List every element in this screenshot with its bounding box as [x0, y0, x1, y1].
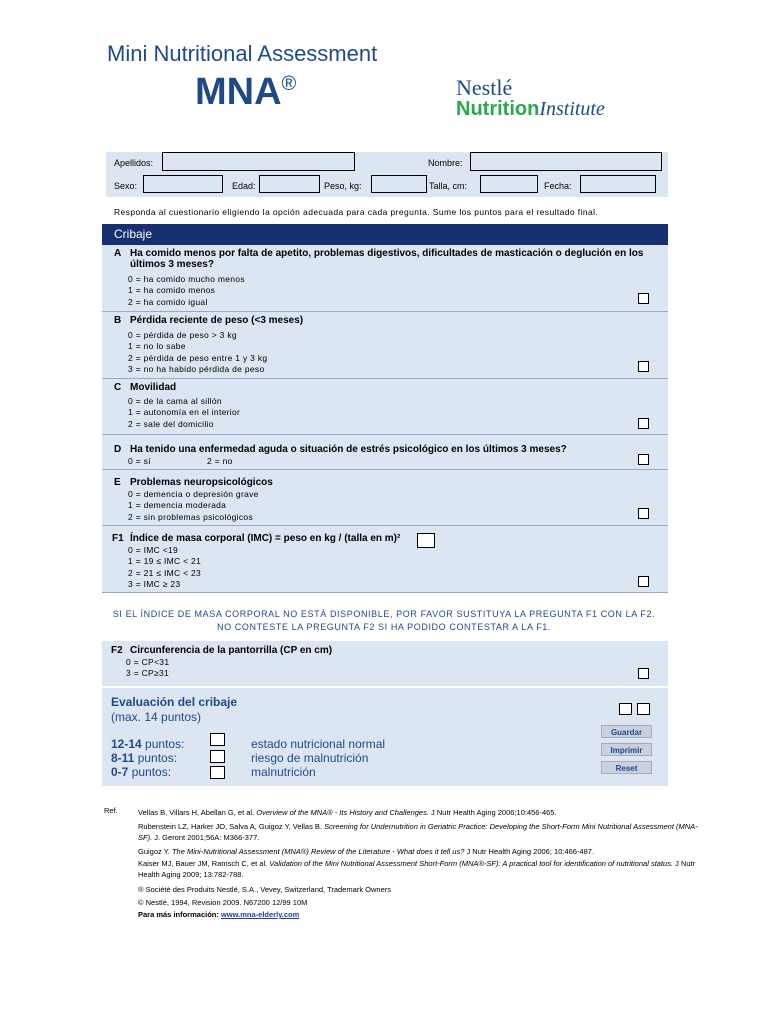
question-options: [128, 274, 245, 308]
evaluation-title: Evaluación del cribaje: [111, 695, 238, 709]
range-label-malnutrition: malnutrición: [251, 765, 316, 779]
question-options: [128, 489, 259, 523]
sexo-label: Sexo:: [114, 181, 138, 191]
question-f1: [102, 526, 668, 593]
trademark-line: ® Société des Produits Nestlé, S.A., Vevey, Switzerland, Trademark Owners: [138, 885, 391, 894]
option: 2 = 21 ≤ IMC < 23: [128, 567, 202, 578]
question-options: [128, 396, 240, 430]
more-info-label: Para más información:: [138, 910, 219, 919]
option: 3 = no ha habido pérdida de peso: [128, 363, 265, 374]
score-box-c[interactable]: [638, 418, 649, 429]
fecha-field[interactable]: [580, 175, 656, 193]
f1-f2-note: [0, 608, 768, 634]
nestle-logo: [456, 75, 676, 122]
reset-button[interactable]: Reset: [601, 761, 652, 774]
instructions: Responda al cuestionario eligiendo la opción adecuada para cada pregunta. Sume los puntos para el resultado final.: [114, 207, 599, 217]
more-info: [138, 910, 698, 921]
talla-label: Talla, cm:: [429, 181, 468, 191]
score-box-f1[interactable]: [638, 576, 649, 587]
option: 0 = CP<31: [126, 657, 170, 667]
option: 2 = sin problemas psicológicos: [128, 511, 253, 522]
patient-info-panel: [106, 152, 668, 197]
question-options: [126, 657, 169, 680]
question-text: Índice de masa corporal (IMC) = peso en kg / (talla en m)²: [130, 533, 401, 544]
option: 0 = pérdida de peso > 3 kg: [128, 330, 237, 340]
imc-value-box[interactable]: [417, 533, 435, 548]
ref-authors: Guigoz Y.: [138, 847, 170, 856]
logo-nutrition: Nutrition: [456, 98, 540, 120]
question-d: [102, 435, 668, 470]
range-box-malnutrition[interactable]: [210, 766, 225, 779]
ref-3: [138, 847, 698, 858]
option: 1 = autonomía en el interior: [128, 407, 241, 418]
total-score-box-2[interactable]: [637, 703, 650, 715]
logo-nestle: Nestlé: [456, 75, 513, 100]
section-header-cribaje: Cribaje: [102, 224, 668, 245]
ref-authors: Kaiser MJ, Bauer JM, Ramsch C, et al.: [138, 859, 268, 868]
option: 3 = IMC ≥ 23: [128, 578, 181, 589]
question-b: [102, 312, 668, 379]
note-line: NO CONTESTE LA PREGUNTA F2 SI HA PODIDO CONTESTAR A LA F1.: [216, 622, 552, 632]
range-box-risk[interactable]: [210, 750, 225, 763]
option: 1 = 19 ≤ IMC < 21: [128, 556, 202, 567]
range-label-normal: estado nutricional normal: [251, 737, 386, 751]
references-label: Ref.: [104, 806, 118, 815]
option: 0 = IMC <19: [128, 545, 179, 555]
question-f2: [102, 641, 668, 686]
form-title: [195, 71, 296, 114]
edad-label: Edad:: [232, 181, 256, 191]
ref-title: The Mini-Nutritional Assessment (MNA®) Review of the Literature - What does it tell us?: [171, 847, 465, 856]
question-text: Movilidad: [130, 382, 177, 393]
total-score-box-1[interactable]: [619, 703, 632, 715]
ref-journal: J Nutr Health Aging 2006;10:456-465.: [431, 808, 557, 817]
option: 1 = demencia moderada: [128, 500, 227, 511]
evaluation-max: (max. 14 puntos): [111, 710, 202, 724]
copyright-line: © Nestlé, 1994, Revision 2009. N67200 12/99 10M: [138, 898, 308, 907]
question-text: Ha comido menos por falta de apetito, problemas digestivos, dificultades de masticación o deglución en los últimos 3 meses?: [130, 248, 644, 270]
range-unit: puntos:: [137, 751, 178, 765]
question-text: Pérdida reciente de peso (<3 meses): [130, 315, 304, 326]
option: 0 = sí: [128, 456, 151, 466]
sexo-field[interactable]: [143, 175, 223, 193]
talla-field[interactable]: [480, 175, 538, 193]
apellidos-field[interactable]: [162, 152, 355, 171]
option: 2 = sale del domicilio: [128, 418, 214, 429]
option: 0 = de la cama al sillón: [128, 396, 222, 406]
question-text: Circunferencia de la pantorrilla (CP en cm): [130, 645, 333, 656]
question-letter: B: [114, 315, 122, 326]
question-letter: A: [114, 248, 122, 259]
title-mark: ®: [281, 73, 297, 95]
ref-4: [138, 859, 698, 880]
range-box-normal[interactable]: [210, 733, 225, 746]
mna-website-link[interactable]: www.mna-elderly.com: [220, 910, 300, 919]
range-value: 0-7: [111, 765, 129, 779]
option: 1 = no lo sabe: [128, 341, 186, 352]
ref-2: [138, 822, 698, 843]
range-malnutrition: [111, 765, 171, 779]
range-risk: [111, 751, 177, 765]
score-box-a[interactable]: [638, 293, 649, 304]
print-button[interactable]: Imprimir: [601, 743, 652, 756]
ref-journal: J. Geront 2001;56A: M366-377.: [154, 832, 260, 842]
ref-authors: Vellas B, Villars H, Abellan G, et al.: [138, 808, 255, 817]
nombre-label: Nombre:: [428, 158, 463, 168]
score-box-d[interactable]: [638, 454, 649, 465]
question-options: [128, 330, 267, 375]
range-value: 8-11: [111, 751, 135, 765]
option: 2 = pérdida de peso entre 1 y 3 kg: [128, 352, 268, 363]
question-text: Ha tenido una enfermedad aguda o situación de estrés psicológico en los últimos 3 meses?: [130, 444, 567, 455]
question-letter: E: [114, 477, 121, 488]
question-letter: F2: [111, 645, 123, 656]
option: 2 = no: [207, 456, 233, 466]
peso-label: Peso, kg:: [324, 181, 362, 191]
question-options: [128, 456, 233, 467]
edad-field[interactable]: [259, 175, 320, 193]
apellidos-label: Apellidos:: [114, 158, 154, 168]
question-letter: F1: [112, 533, 124, 544]
question-letter: C: [114, 382, 122, 393]
ref-title: Screening for Undernutrition in Geriatric Practice: Developing the Short-Form Mini Nutritional Assessment (MNA-SF).: [138, 822, 698, 842]
ref-authors: Rubenstein LZ, Harker JO, Salva A, Guigoz Y, Vellas B.: [138, 822, 322, 831]
ref-title: Validation of the Mini Nutritional Assessment Short-Form (MNA®-SF): A practical tool for identification of nutritional status.: [269, 859, 674, 868]
ref-journal: J Nutr Health Aging 2009; 13:782-788.: [138, 859, 696, 879]
evaluation-panel: [102, 688, 668, 786]
question-text: Problemas neuropsicológicos: [130, 477, 273, 488]
save-button[interactable]: Guardar: [601, 725, 652, 738]
range-unit: puntos:: [131, 765, 172, 779]
range-label-risk: riesgo de malnutrición: [251, 751, 369, 765]
form-subtitle: Mini Nutritional Assessment: [107, 41, 378, 66]
option: 3 = CP≥31: [126, 668, 170, 679]
question-options: [128, 545, 201, 590]
question-a: [102, 245, 668, 312]
range-unit: puntos:: [145, 737, 185, 751]
ref-journal: J Nutr Health Aging 2006; 10:466-487.: [466, 847, 595, 856]
peso-field[interactable]: [371, 175, 427, 193]
nombre-field[interactable]: [470, 152, 662, 171]
ref-1: [138, 808, 698, 819]
range-normal: [111, 737, 184, 751]
logo-institute: Institute: [539, 98, 605, 120]
note-line: SI EL ÍNDICE DE MASA CORPORAL NO ESTÁ DISPONIBLE, POR FAVOR SUSTITUYA LA PREGUNTA F1 CON LA F2.: [112, 609, 656, 619]
title-text: MNA: [195, 71, 282, 113]
option: 0 = ha comido mucho menos: [128, 274, 245, 284]
question-c: [102, 379, 668, 435]
range-value: 12-14: [111, 737, 142, 751]
score-box-e[interactable]: [638, 508, 649, 519]
option: 0 = demencia o depresión grave: [128, 489, 259, 499]
question-letter: D: [114, 444, 122, 455]
score-box-b[interactable]: [638, 361, 649, 372]
score-box-f2[interactable]: [638, 668, 649, 679]
option: 2 = ha comido igual: [128, 296, 208, 307]
fecha-label: Fecha:: [544, 181, 572, 191]
logo-nutrition-institute: [456, 98, 676, 120]
ref-title: Overview of the MNA® - Its History and Challenges.: [256, 808, 429, 817]
question-e: [102, 470, 668, 526]
option: 1 = ha comido menos: [128, 285, 216, 296]
